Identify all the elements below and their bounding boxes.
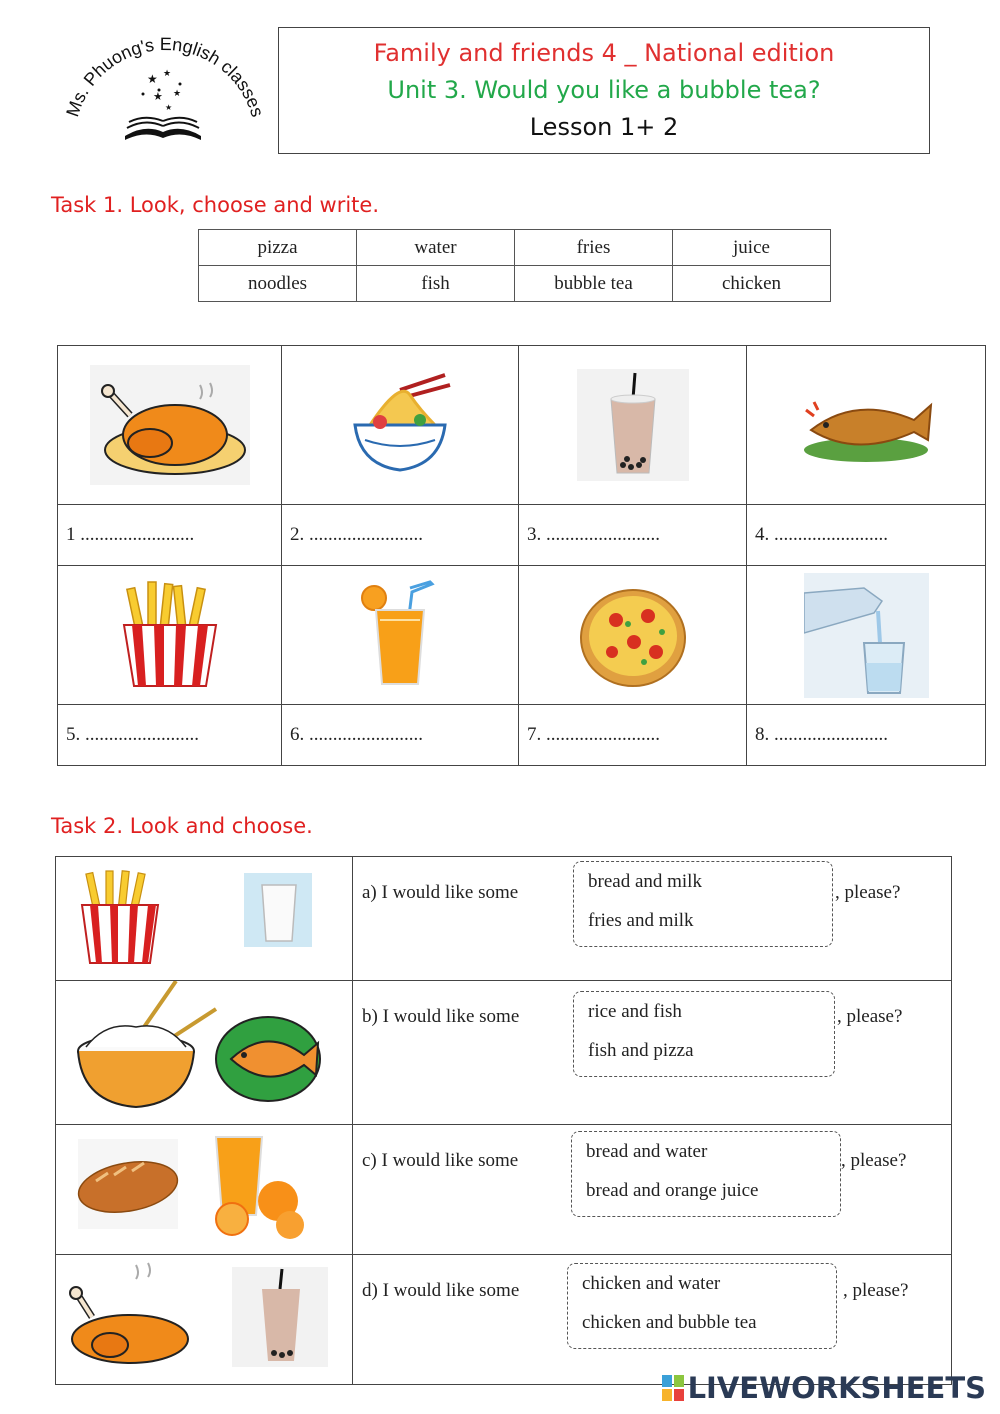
noodles-icon xyxy=(340,370,460,480)
fries-icon xyxy=(110,580,230,690)
sentence-a: a) I would like some xyxy=(362,882,519,903)
stars-icon xyxy=(142,68,182,112)
word-bank-cell: bubble tea xyxy=(515,266,673,302)
svg-text:★: ★ xyxy=(165,103,173,112)
answer-blank-2[interactable]: 2. ........................ xyxy=(282,505,519,566)
sentence-b: b) I would like some xyxy=(362,1006,520,1027)
word-bank-cell: fries xyxy=(515,230,673,266)
book-title: Family and friends 4 _ National edition xyxy=(373,39,835,67)
option-a1[interactable]: bread and milk xyxy=(588,871,702,892)
task1-title: Task 1. Look, choose and write. xyxy=(51,193,379,217)
option-a2[interactable]: fries and milk xyxy=(588,910,694,931)
picture-cell xyxy=(282,566,519,705)
word-bank-cell: fish xyxy=(357,266,515,302)
bubble-tea-icon xyxy=(577,369,689,481)
answer-blank-7[interactable]: 7. ........................ xyxy=(519,705,747,766)
please-c: , please? xyxy=(841,1150,907,1171)
liveworksheets-logo xyxy=(662,1371,986,1405)
question-cell xyxy=(353,857,952,981)
answer-blank-3[interactable]: 3. ........................ xyxy=(519,505,747,566)
choice-box-a xyxy=(573,861,833,947)
svg-text:★: ★ xyxy=(147,72,158,86)
svg-text:★: ★ xyxy=(163,68,172,78)
task1-grid xyxy=(57,345,986,766)
sentence-c: c) I would like some xyxy=(362,1150,519,1171)
answer-blank-1[interactable]: 1 ........................ xyxy=(58,505,282,566)
picture-cell xyxy=(747,566,986,705)
word-bank xyxy=(198,229,831,302)
logo-text: Ms. Phuong's English classes xyxy=(62,33,268,120)
picture-cell xyxy=(56,1255,353,1385)
lesson-title: Lesson 1+ 2 xyxy=(529,113,679,141)
picture-cell xyxy=(56,1125,353,1255)
word-bank-cell: water xyxy=(357,230,515,266)
picture-cell xyxy=(519,566,747,705)
choice-box-d xyxy=(567,1263,837,1349)
choice-box-c xyxy=(571,1131,841,1217)
answer-blank-6[interactable]: 6. ........................ xyxy=(282,705,519,766)
task2-grid xyxy=(55,856,952,1385)
question-cell xyxy=(353,1125,952,1255)
answer-blank-5[interactable]: 5. ........................ xyxy=(58,705,282,766)
question-cell xyxy=(353,1255,952,1385)
word-bank-cell: pizza xyxy=(199,230,357,266)
task2-title: Task 2. Look and choose. xyxy=(51,814,313,838)
answer-blank-8[interactable]: 8. ........................ xyxy=(747,705,986,766)
open-book-icon xyxy=(125,118,201,140)
option-d1[interactable]: chicken and water xyxy=(582,1273,721,1294)
picture-cell xyxy=(58,346,282,505)
pizza-icon xyxy=(578,580,688,690)
svg-text:★: ★ xyxy=(173,88,182,98)
word-bank-cell: noodles xyxy=(199,266,357,302)
water-icon xyxy=(804,573,929,698)
word-bank-cell: chicken xyxy=(673,266,831,302)
option-c2[interactable]: bread and orange juice xyxy=(586,1180,759,1201)
please-b: , please? xyxy=(837,1006,903,1027)
choice-box-b xyxy=(573,991,835,1077)
liveworksheets-icon xyxy=(662,1374,684,1400)
option-b2[interactable]: fish and pizza xyxy=(588,1040,694,1061)
picture-cell xyxy=(519,346,747,505)
orange-juice-icon xyxy=(350,580,450,690)
picture-cell xyxy=(56,981,353,1125)
fried-fish-icon xyxy=(796,380,936,470)
picture-cell xyxy=(747,346,986,505)
option-b1[interactable]: rice and fish xyxy=(588,1001,682,1022)
rice-and-fish-icon xyxy=(56,981,352,1119)
picture-cell xyxy=(58,566,282,705)
svg-text:★: ★ xyxy=(153,91,163,103)
unit-title: Unit 3. Would you like a bubble tea? xyxy=(387,76,821,104)
please-d: , please? xyxy=(843,1280,909,1301)
picture-cell xyxy=(282,346,519,505)
bread-and-orange-juice-icon xyxy=(56,1125,352,1249)
answer-blank-4[interactable]: 4. ........................ xyxy=(747,505,986,566)
option-c1[interactable]: bread and water xyxy=(586,1141,708,1162)
school-logo xyxy=(55,28,270,153)
chicken-and-bubble-tea-icon xyxy=(56,1255,352,1379)
question-cell xyxy=(353,981,952,1125)
word-bank-cell: juice xyxy=(673,230,831,266)
sentence-d: d) I would like some xyxy=(362,1280,520,1301)
roast-chicken-icon xyxy=(90,365,250,485)
picture-cell xyxy=(56,857,353,981)
fries-and-milk-icon xyxy=(56,857,352,975)
please-a: , please? xyxy=(835,882,901,903)
title-box xyxy=(278,27,930,154)
option-d2[interactable]: chicken and bubble tea xyxy=(582,1312,757,1333)
liveworksheets-text: LIVEWORKSHEETS xyxy=(687,1371,986,1405)
